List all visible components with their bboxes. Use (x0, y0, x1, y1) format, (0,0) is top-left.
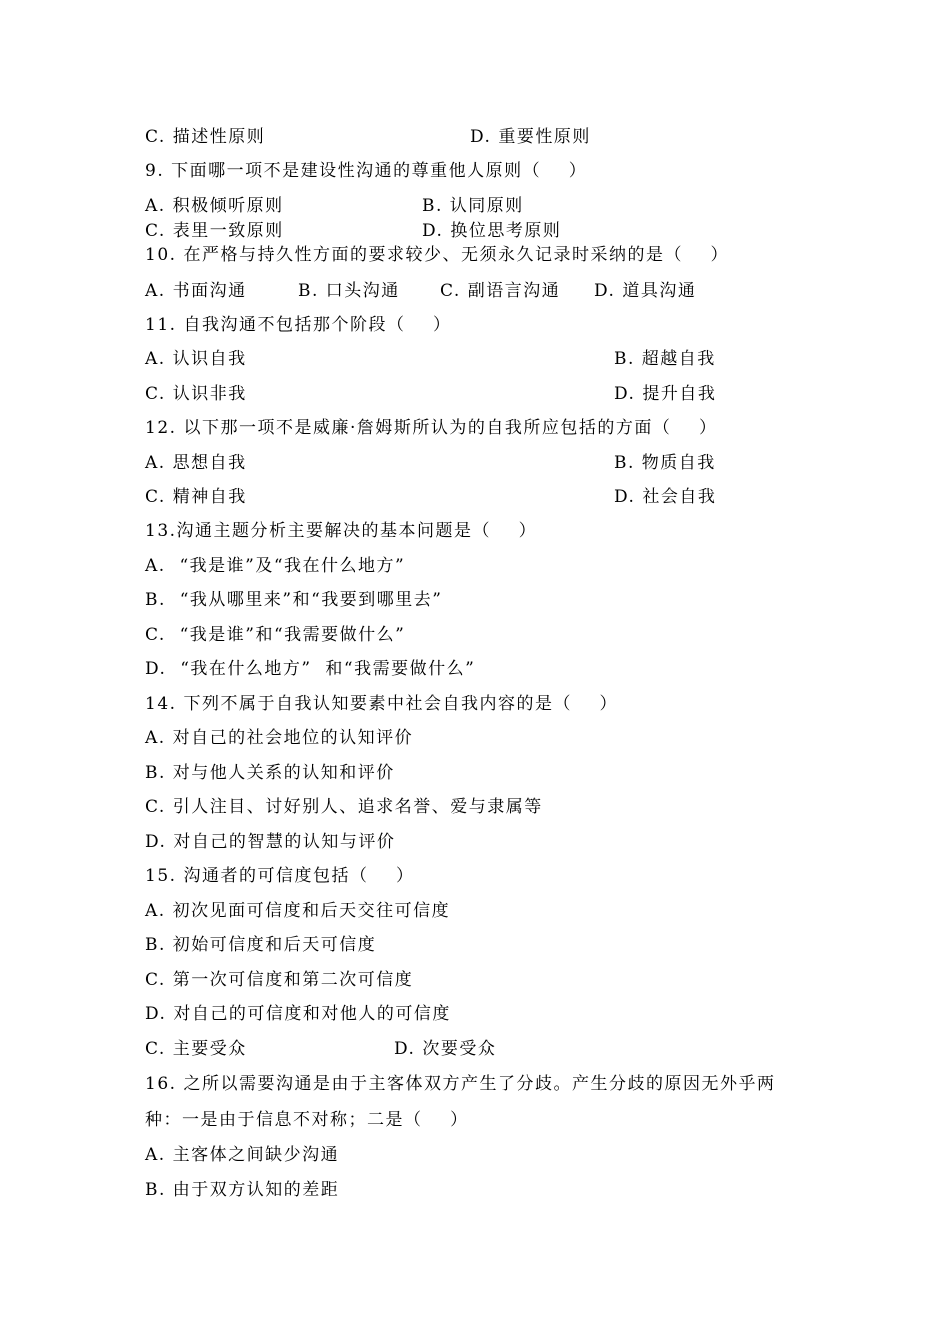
option-c-q8: C. 描述性原则 (145, 127, 266, 147)
option-b-q13: B. “我从哪里来”和“我要到哪里去” (145, 590, 443, 610)
option-c-q12: C. 精神自我 (145, 487, 247, 507)
option-d-q8: D. 重要性原则 (470, 127, 591, 147)
option-b-q11: B. 超越自我 (614, 349, 716, 369)
question-9: 9. 下面哪一项不是建设性沟通的尊重他人原则（ ） (145, 161, 588, 181)
question-14: 14. 下列不属于自我认知要素中社会自我内容的是（ ） (145, 694, 619, 714)
option-c-q15: C. 第一次可信度和第二次可信度 (145, 970, 414, 990)
option-c-q11: C. 认识非我 (145, 384, 247, 404)
option-a-q11: A. 认识自我 (145, 349, 247, 369)
option-d-q12: D. 社会自我 (614, 487, 717, 507)
question-10: 10. 在严格与持久性方面的要求较少、无须永久记录时采纳的是（ ） (145, 245, 730, 265)
option-b-q10: B. 口头沟通 (298, 281, 400, 301)
option-d-q13: D. “我在什么地方” 和“我需要做什么” (145, 659, 476, 679)
option-b-q14: B. 对与他人关系的认知和评价 (145, 763, 395, 783)
option-a-q15: A. 初次见面可信度和后天交往可信度 (145, 901, 451, 921)
question-12: 12. 以下那一项不是威廉·詹姆斯所认为的自我所应包括的方面（ ） (145, 418, 718, 438)
option-a-q13: A. “我是谁”及“我在什么地方” (145, 556, 406, 576)
option-a-q12: A. 思想自我 (145, 453, 247, 473)
option-d-q14: D. 对自己的智慧的认知与评价 (145, 832, 396, 852)
question-15: 15. 沟通者的可信度包括（ ） (145, 866, 415, 886)
option-c-q13: C. “我是谁”和“我需要做什么” (145, 625, 406, 645)
option-a-q10: A. 书面沟通 (145, 281, 247, 301)
option-b-q16: B. 由于双方认知的差距 (145, 1180, 340, 1200)
option-c-extra: C. 主要受众 (145, 1039, 247, 1059)
option-a-q16: A. 主客体之间缺少沟通 (145, 1145, 340, 1165)
option-d-q9: D. 换位思考原则 (422, 221, 562, 241)
option-c-q10: C. 副语言沟通 (440, 281, 561, 301)
question-16-line-1: 16. 之所以需要沟通是由于主客体双方产生了分歧。产生分歧的原因无外乎两 (145, 1074, 776, 1094)
question-13: 13.沟通主题分析主要解决的基本问题是（ ） (145, 521, 538, 541)
option-d-q11: D. 提升自我 (614, 384, 717, 404)
option-d-q15: D. 对自己的可信度和对他人的可信度 (145, 1004, 451, 1024)
question-16-line-2: 种：一是由于信息不对称；二是（ ） (145, 1110, 469, 1130)
option-b-q15: B. 初始可信度和后天可信度 (145, 935, 377, 955)
option-d-extra: D. 次要受众 (394, 1039, 497, 1059)
option-c-q9: C. 表里一致原则 (145, 221, 284, 241)
option-b-q9: B. 认同原则 (422, 196, 524, 216)
option-a-q14: A. 对自己的社会地位的认知评价 (145, 728, 414, 748)
option-a-q9: A. 积极倾听原则 (145, 196, 284, 216)
question-11: 11. 自我沟通不包括那个阶段（ ） (145, 315, 452, 335)
option-b-q12: B. 物质自我 (614, 453, 716, 473)
option-d-q10: D. 道具沟通 (594, 281, 697, 301)
option-c-q14: C. 引人注目、讨好别人、追求名誉、爱与隶属等 (145, 797, 543, 817)
